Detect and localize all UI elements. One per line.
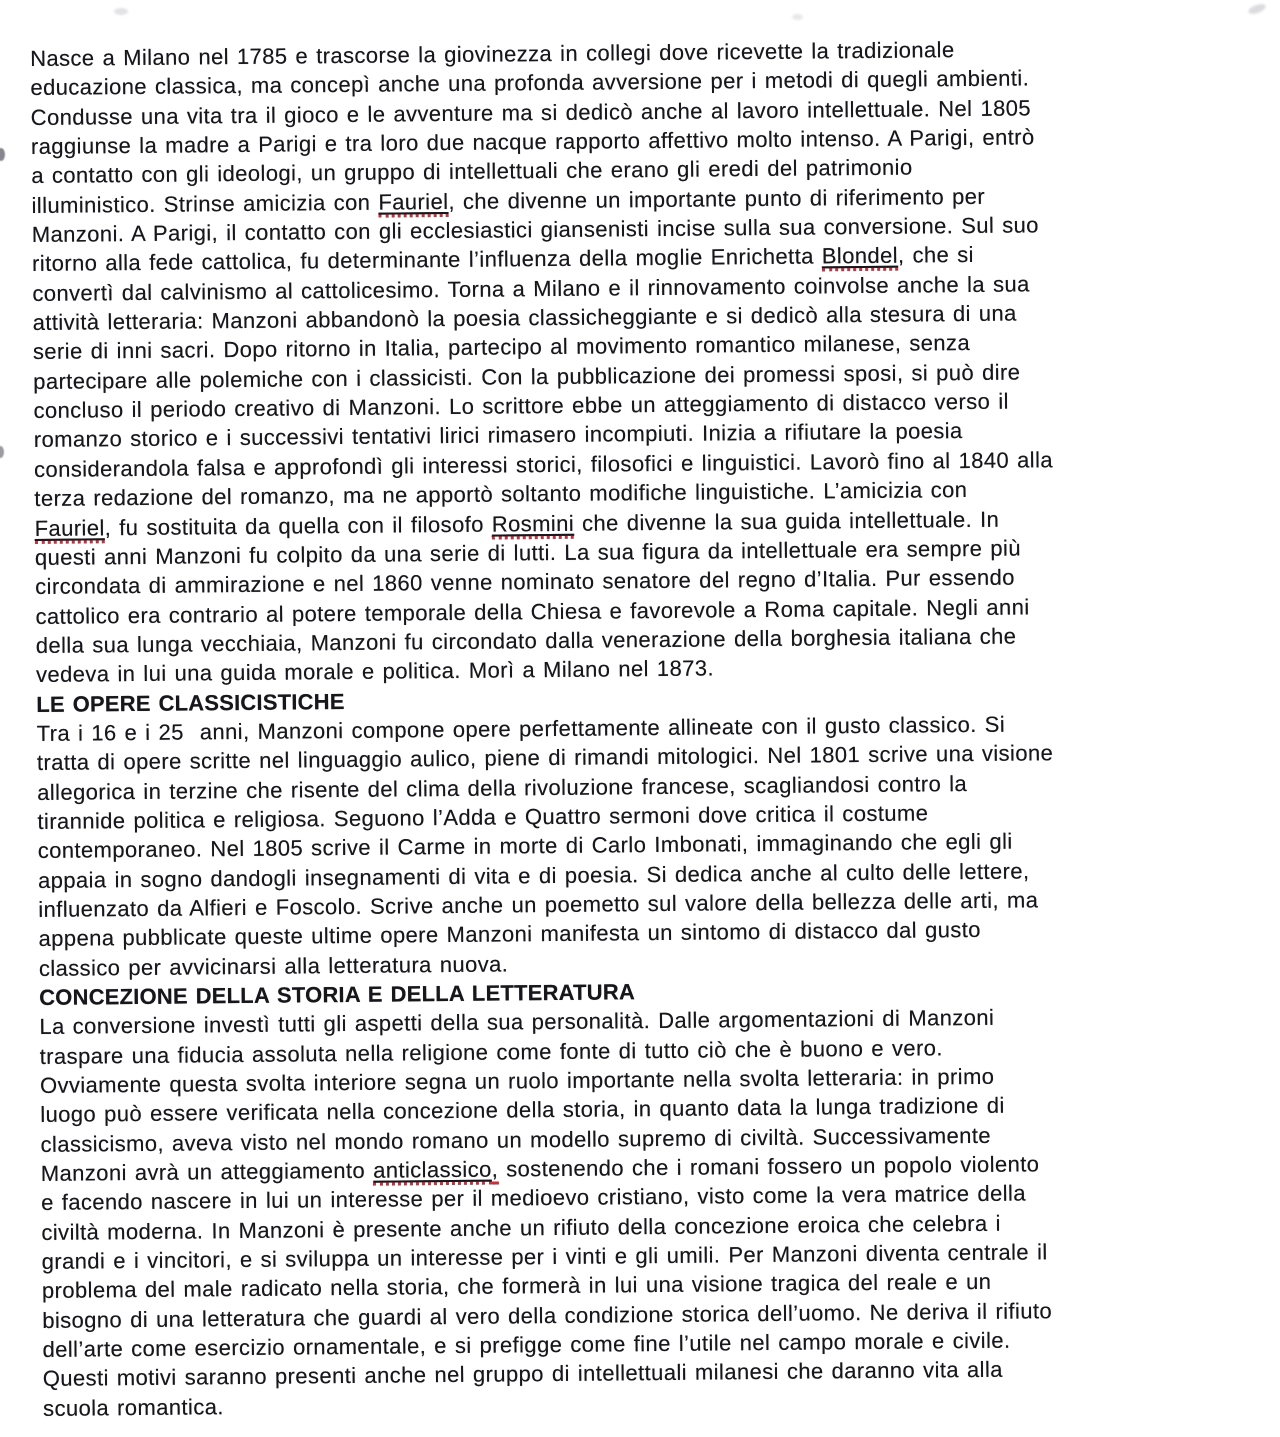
text-segment: influenzato da Alfieri e Foscolo. Scrive anche un poemetto sul valore della bellezza delle arti, ma (38, 887, 1039, 922)
misspelled-word: , (492, 1157, 499, 1185)
text-segment: luogo può essere verificata nella concezione della storia, in quanto data la lunga tradizione di (40, 1093, 1005, 1128)
text-segment: bisogno di una letteratura che guardi al vero della condizione storica dell’uomo. Ne deriva il rifiuto (42, 1298, 1053, 1333)
misspelled-word: Fauriel (35, 515, 105, 544)
misspelled-word: anticlassico (373, 1157, 492, 1186)
text-segment: cattolico era contrario al potere temporale della Chiesa e favorevole a Roma capitale. Negli anni (35, 593, 1030, 629)
text-segment: Ovviamente questa svolta interiore segna un ruolo importante nella svolta letteraria: in primo (39, 1063, 995, 1098)
paragraph (39, 1001, 1259, 1423)
misspelled-word: Blondel (822, 243, 898, 272)
text-segment: appaia in sogno dandogli insegnamenti di vita e di poesia. Si dedica anche al culto delle lettere, (37, 858, 1030, 893)
paragraph (30, 32, 1252, 689)
text-segment: contemporaneo. Nel 1805 scrive il Carme in morte di Carlo Imbonati, immaginando che egli gli (37, 828, 1013, 864)
text-segment: problema del male radicato nella storia, che formerà in lui una visione tragica del reale e un (41, 1269, 992, 1304)
text-segment: partecipare alle polemiche con i classicisti. Con la pubblicazione dei promessi sposi, si può dire (33, 359, 1021, 394)
text-segment: grandi e i vincitori, e si sviluppa un interesse per i vinti e gli umili. Per Manzoni diventa centrale il (41, 1239, 1048, 1275)
text-segment: classicismo, aveva visto nel mondo romano un modello supremo di civiltà. Successivamente (40, 1122, 992, 1157)
scan-speck (0, 148, 5, 161)
text-segment: Nasce a Milano nel 1785 e trascorse la giovinezza in collegi dove ricevette la tradizionale (30, 37, 955, 71)
text-segment: e facendo nascere in lui un interesse per il medioevo cristiano, visto come la vera matrice della (41, 1180, 1027, 1216)
paragraph (36, 707, 1254, 983)
text-segment: circondata di ammirazione e nel 1860 venne nominato senatore del regno d’Italia. Pur essendo (35, 564, 1015, 600)
text-segment: classico per avvicinarsi alla letteratura nuova. (38, 951, 509, 981)
text-segment: allegorica in terzine che risente del clima della rivoluzione francese, scagliandosi contro la (37, 770, 968, 805)
text-segment: La conversione investì tutti gli aspetti della sua personalità. Dalle argomentazioni di Manzoni (39, 1005, 995, 1040)
text-segment: , fu sostituita da quella con il filosofo (104, 511, 492, 540)
text-segment: tirannide politica e religiosa. Seguono l’Adda e Quattro sermoni dove critica il costume (37, 800, 929, 834)
misspelled-word: Fauriel (378, 189, 448, 218)
text-segment: LE OPERE CLASSICISTICHE (36, 688, 345, 717)
text-segment: Manzoni. A Parigi, il contatto con gli ecclesiastici giansenisti incise sulla sua conversione. Sul suo (31, 212, 1039, 248)
text-segment: a contatto con gli ideologi, un gruppo di intellettuali che erano gli eredi del patrimonio (31, 154, 913, 189)
text-segment: della sua lunga vecchiaia, Manzoni fu circondato dalla venerazione della borghesia italiana che (35, 623, 1017, 658)
text-segment: che divenne la sua guida intellettuale. In (573, 506, 1000, 536)
text-segment: serie di inni sacri. Dopo ritorno in Italia, partecipo al movimento romantico milanese, senza (32, 330, 971, 365)
text-segment: concluso il periodo creativo di Manzoni. Lo scrittore ebbe un atteggiamento di distacco verso il (33, 388, 1009, 424)
scan-speck (1247, 2, 1267, 16)
text-segment: convertì dal calvinismo al cattolicesimo. Torna a Milano e il rinnovamento coinvolse anche la sua (32, 271, 1030, 306)
text-segment: attività letteraria: Manzoni abbandonò la poesia classicheggiante e si dedicò alla stesura di una (32, 300, 1017, 336)
text-segment: CONCEZIONE DELLA STORIA E DELLA LETTERATURA (39, 979, 636, 1010)
text-segment: appena pubblicate queste ultime opere Manzoni manifesta un sintomo di distacco dal gusto (38, 917, 981, 952)
text-segment: raggiunse la madre a Parigi e tra loro due nacque rapporto affettivo molto intenso. A Parigi, entrò (30, 124, 1035, 160)
scan-speck (114, 8, 128, 15)
text-segment: traspare una fiducia assoluta nella religione come fonte di tutto ciò che è buono e vero. (39, 1034, 943, 1069)
scan-speck (0, 446, 4, 458)
scan-speck (792, 14, 803, 20)
text-segment: Questi motivi saranno presenti anche nel gruppo di intellettuali milanesi che daranno vita alla (42, 1357, 1003, 1392)
text-segment: Condusse una vita tra il gioco e le avventure ma si dedicò anche al lavoro intellettuale. Nel 1805 (30, 95, 1032, 130)
misspelled-word: Rosmini (492, 510, 575, 539)
text-segment: sostenendo che i romani fossero un popolo violento (498, 1151, 1040, 1182)
text-segment: , che si (897, 242, 975, 269)
text-segment: romanzo storico e i successivi tentativi lirici rimasero incompiuti. Inizia a rifiutare la poesia (33, 418, 963, 453)
text-segment: terza redazione del romanzo, ma ne apportò soltanto modifiche linguistiche. L’amicizia con (34, 477, 968, 512)
text-segment: Tra i 16 e i 25 anni, Manzoni compone opere perfettamente allineate con il gusto classico. Si (36, 711, 1006, 746)
text-segment: ritorno alla fede cattolica, fu determinante l’influenza della moglie Enrichetta (31, 243, 822, 277)
text-segment: illuministico. Strinse amicizia con (31, 189, 379, 218)
text-segment: Manzoni avrà un atteggiamento (40, 1157, 374, 1187)
text-segment: tratta di opere scritte nel linguaggio aulico, piene di rimandi mitologici. Nel 1801 scrive una visione (36, 740, 1054, 776)
document-content (30, 32, 1259, 1423)
text-segment: civiltà moderna. In Manzoni è presente anche un rifiuto della concezione eroica che celebra i (41, 1210, 1001, 1245)
text-segment: , che divenne un importante punto di riferimento per (448, 183, 986, 214)
text-segment: dell’arte come esercizio ornamentale, e si prefigge come fine l’utile nel campo morale e civile. (42, 1327, 1011, 1363)
text-segment: scuola romantica. (42, 1394, 224, 1421)
text-segment: considerandola falsa e approfondì gli interessi storici, filosofici e linguistici. Lavorò fino al 1840 alla (33, 447, 1054, 482)
text-segment: educazione classica, ma concepì anche una profonda avversione per i metodi di quegli ambienti. (30, 65, 1030, 101)
text-segment: vedeva in lui una guida morale e politica. Morì a Milano nel 1873. (35, 655, 715, 688)
text-segment: questi anni Manzoni fu colpito da una serie di lutti. La sua figura da intellettuale era sempre più (34, 535, 1022, 570)
